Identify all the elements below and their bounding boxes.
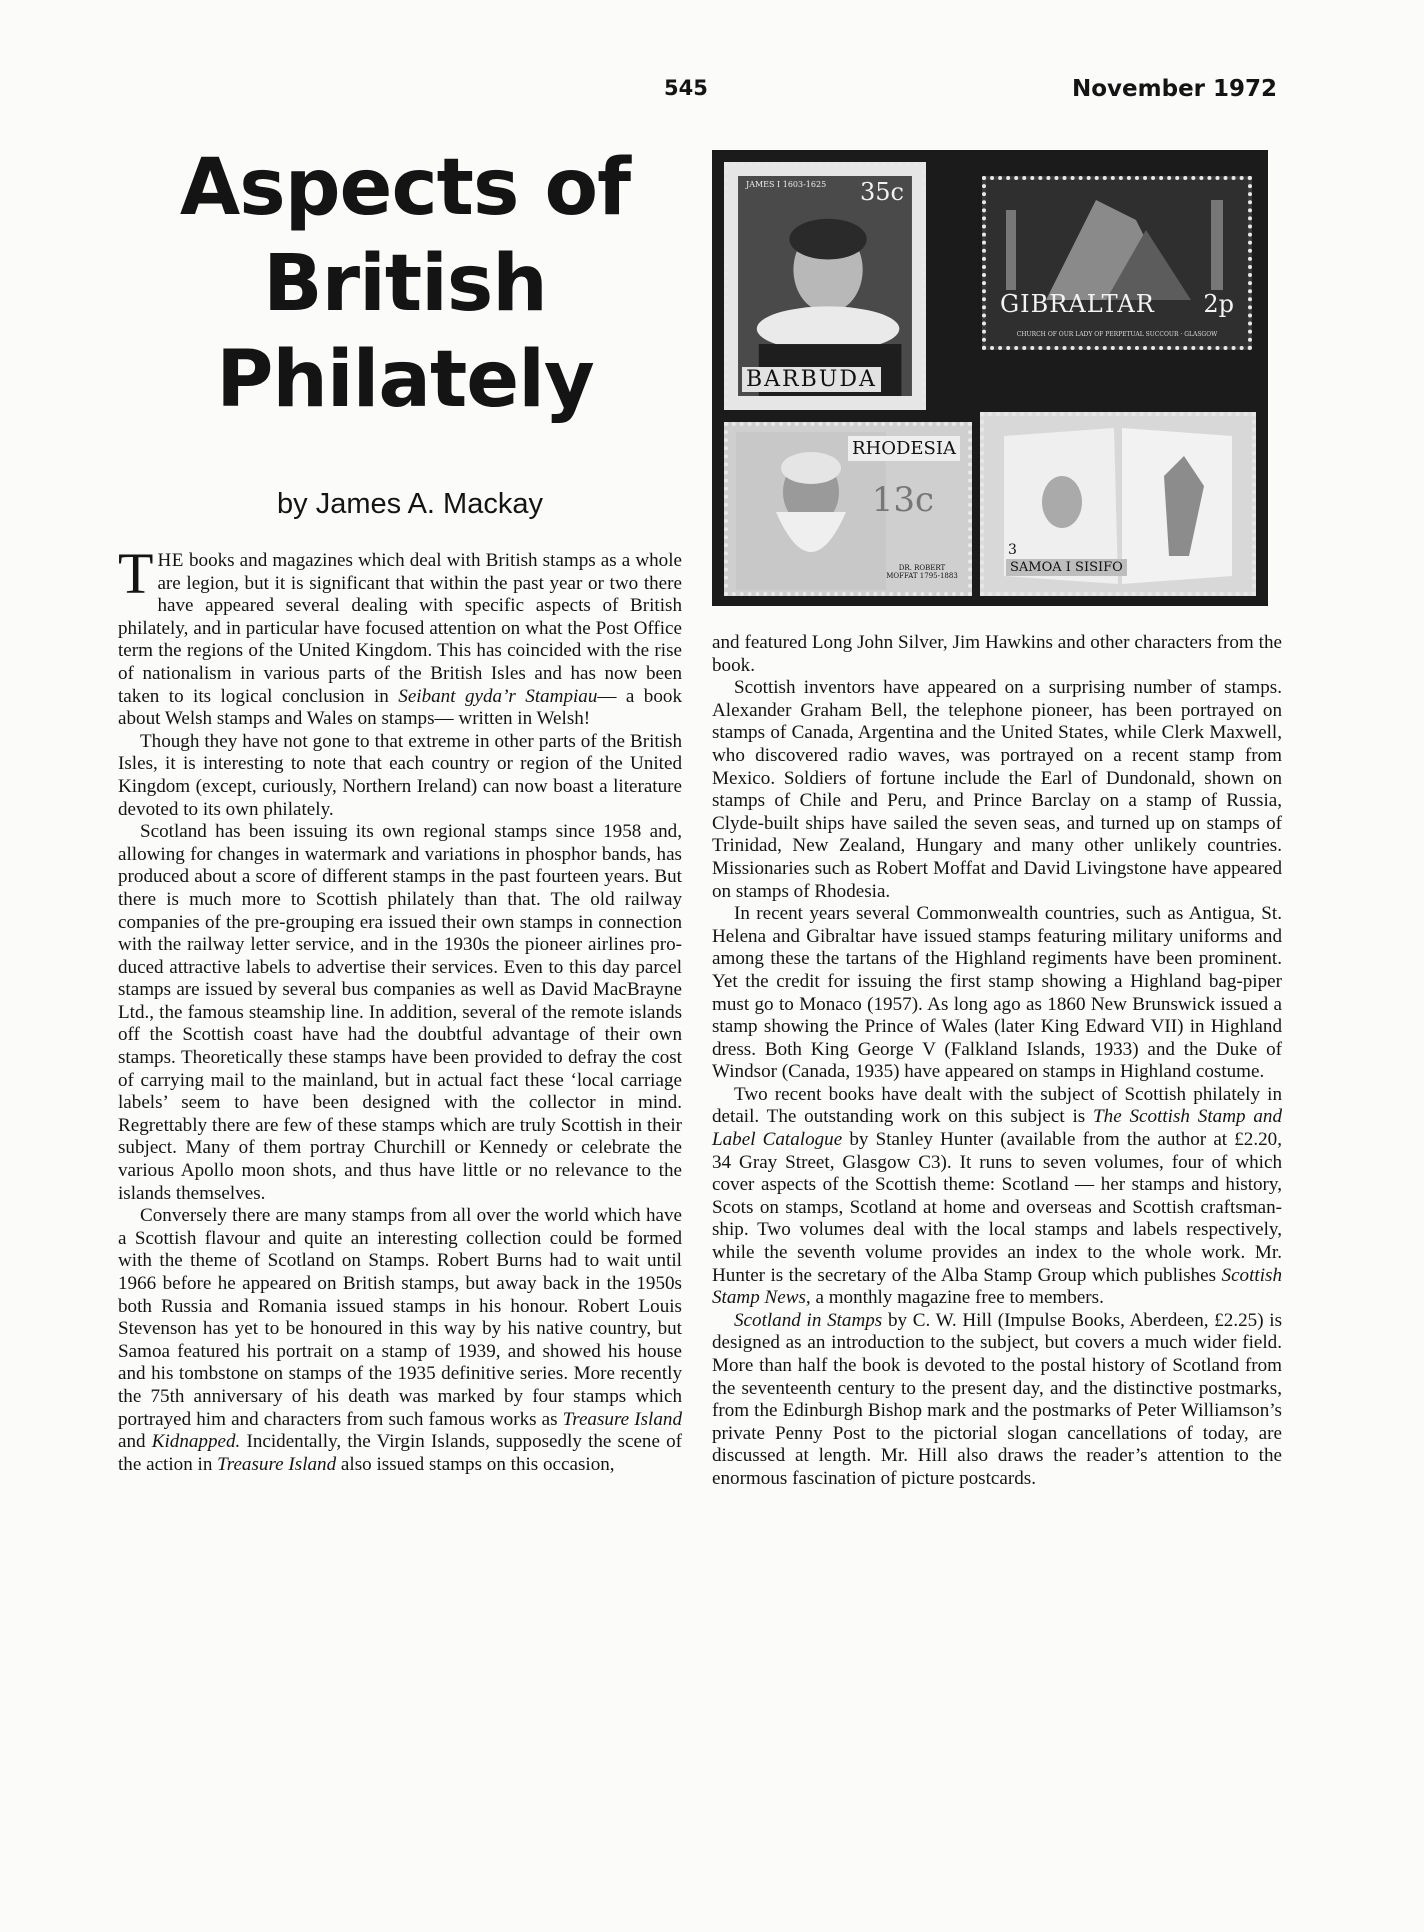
gibraltar-stamp bbox=[982, 176, 1252, 350]
book-title: The Scottish Stamp and Label Catalogue bbox=[712, 1106, 1283, 1151]
book-title: Kidnapped. bbox=[151, 1431, 241, 1453]
magazine-title: Scottish Stamp News, bbox=[712, 1264, 1282, 1309]
church-icon bbox=[986, 180, 1248, 346]
gibraltar-caption: CHURCH OF OUR LADY OF PERPETUAL SUCCOUR · GLASGOW bbox=[1016, 331, 1218, 338]
paragraph bbox=[712, 1310, 1282, 1491]
barbuda-country: BARBUDA bbox=[742, 367, 881, 392]
rhodesia-country: RHODESIA bbox=[848, 436, 960, 461]
paragraph bbox=[712, 1084, 1282, 1310]
book-title: Treasure Island bbox=[217, 1453, 337, 1475]
paragraph: Scotland has been issuing its own regional stamps since 1958 and, allowing for changes in watermark and variations in phosphor bands, has produced about a score of different stamps in the past fourteen years. But there is much more to Scottish philately than that. The old railway companies of the pre-grouping era issued their own stamps in connection with the railway letter service, and in the 1930s the pioneer airlines pro- duced attractive labels to advertise their services. Even to this day parcel stamps are issued by several bus companies as well as David MacBrayne Ltd., the famous steamship line. In addition, several of the remote islands off the Scottish coast have had the doubtful advantage of their own stamps. Theoretically these stamps have been provided to defray the cost of carrying mail to the mainland, but in actual fact these ‘local carriage labels’ seem to have been designed with the collector in mind. Regrettably there are few of these stamps which are truly Scottish in their subject. Many of them portray Churchill or Kennedy or celebrate the various Apollo moon shots, and thus have little or no relevance to the islands themselves. bbox=[118, 821, 682, 1204]
paragraph-text: Incidentally, the Virgin Islands, supposedly the scene of the action in bbox=[118, 1431, 683, 1475]
rhodesia-stamp bbox=[724, 422, 972, 596]
page-number: 545 bbox=[664, 76, 708, 100]
portrait-figure-icon bbox=[738, 176, 912, 396]
article-title bbox=[150, 140, 660, 428]
barbuda-heading: JAMES I 1603-1625 bbox=[746, 180, 827, 189]
paragraph: Though they have not gone to that extreme in other parts of the British Isles, it is interesting to note that each country or region of the United Kingdom (except, curiously, Northern Ireland) can now boast a literature devoted to its own philately. bbox=[118, 730, 682, 820]
barbuda-stamp bbox=[724, 162, 926, 410]
paragraph-text: by Stanley Hunter (available from the author at £2.20, 34 Gray Street, Glasgow C3). It runs to seven volumes, four of which cover aspects of the Scottish theme: Scotland — her stamps and history, Scots on stamps, Scotland at home and overseas and Scottish craftsman- ship. Two volumes deal with the local stamps and labels respectively, while the seventh volume provides an index to the whole work. Mr. Hunter is the secretary of the Alba Stamp Group which publishes bbox=[712, 1129, 1282, 1286]
book-title: Treasure Island bbox=[562, 1408, 682, 1430]
small-caps-lead: HE bbox=[157, 550, 184, 571]
paragraph-text: and bbox=[118, 1431, 152, 1453]
drop-cap: T bbox=[118, 541, 154, 606]
samoa-country: SAMOA I SISIFO bbox=[1006, 559, 1127, 576]
paragraph-text: Two recent books have dealt with the subject of Scottish philately in detail. The outstanding work on this subject is bbox=[712, 1083, 1282, 1128]
title-line-1: Aspects of bbox=[179, 143, 631, 233]
paragraph: Scottish inventors have appeared on a surprising number of stamps. Alexander Graham Bell, the telephone pioneer, has been portrayed on stamps of Canada, Argentina and the United States, while Clerk Maxwell, who discovered radio waves, was portrayed on a recent stamp from Mexico. Soldiers of fortune include the Earl of Dundonald, shown on stamps of Chile and Peru, and Prince Barclay on a stamp of Russia, Clyde-built ships have sailed the seven seas, and turned up on stamps of Trinidad, New Zealand, Hungary and many other unlikely countries. Missionaries such as Robert Moffat and David Livingstone have appeared on stamps of Rhodesia. bbox=[712, 677, 1282, 902]
paragraph: and featured Long John Silver, Jim Hawkins and other characters from the book. bbox=[712, 632, 1282, 676]
right-column bbox=[712, 632, 1282, 1491]
paragraph bbox=[118, 1205, 682, 1476]
samoa-stamp bbox=[980, 412, 1256, 596]
paragraph-text: books and magazines which deal with British stamps as a whole are legion, but it is significant that within the past year or two there have appeared several dealing with specific aspects of British philately, and in particular have focused attention on what the Post Office term the regions of the United Kingdom. This has coincided with the rise of nationalism in various parts of the British Isles and has now been taken to its logical conclusion in bbox=[118, 550, 682, 707]
stamps-photo bbox=[712, 150, 1268, 606]
paragraph-text: also issued stamps on this occasion, bbox=[336, 1453, 615, 1475]
left-column bbox=[118, 541, 683, 1476]
gibraltar-value: 2p bbox=[1203, 290, 1234, 318]
paragraph-text: a monthly magazine free to members. bbox=[810, 1287, 1104, 1309]
gibraltar-country: GIBRALTAR bbox=[1000, 290, 1155, 318]
paragraph-text: by C. W. Hill (Impulse Books, Aberdeen, £2.25) is designed as an introduction to the subject, but covers a much wider field. More than half the book is devoted to the postal history of Scotland from the seventeenth century to the present day, and the distinctive postmarks, from the Edinburgh Bishop mark and the postmarks of Peter Williamson’s private Penny Post to the pictorial slogan cancellations of today, are discussed at length. Mr. Hill also draws the reader’s attention to the enormous fascination of picture postcards. bbox=[712, 1309, 1283, 1489]
samoa-value: 3 bbox=[1008, 542, 1017, 558]
portrait-image bbox=[738, 176, 912, 396]
paragraph-text: — a book about Welsh stamps and Wales on stamps— written in Welsh! bbox=[118, 685, 682, 730]
issue-date: November 1972 bbox=[1072, 76, 1278, 102]
rhodesia-caption: DR. ROBERT MOFFAT 1795-1883 bbox=[886, 564, 958, 580]
title-line-3: Philately bbox=[216, 335, 594, 425]
paragraph-text: Conversely there are many stamps from all over the world which have a Scottish flavour and quite an interesting collection could be formed with the theme of Scotland on Stamps. Robert Burns had to wait until 1966 before he appeared on British stamps, but away back in the 1950s both Russia and Romania issued stamps in his honour. Robert Louis Stevenson has yet to be honoured in this way by his native country, but Samoa featured his portrait on a stamp of 1939, and showed his house and his tombstone on stamps of the 1935 definitive series. More recently the 75th anniversary of his death was marked by four stamps which portrayed him and characters from such famous works as bbox=[118, 1205, 682, 1430]
title-line-2: British bbox=[263, 239, 547, 329]
barbuda-value: 35c bbox=[860, 178, 904, 206]
book-title: Seibant gyda’r Stampiau bbox=[398, 685, 598, 707]
paragraph bbox=[118, 541, 682, 731]
byline: by James A. Mackay bbox=[277, 488, 543, 520]
paragraph: In recent years several Commonwealth countries, such as Antigua, St. Helena and Gibraltar have issued stamps featuring military uniforms and among these the tartans of the Highland regiments have been prominent. Yet the credit for issuing the first stamp showing a Highland bag-piper must go to Monaco (1957). As long ago as 1860 New Brunswick issued a stamp showing the Prince of Wales (later King Edward VII) in Highland dress. Both King George V (Falkland Islands, 1933) and the Duke of Windsor (Canada, 1935) have appeared on stamps in Highland costume. bbox=[712, 903, 1282, 1083]
book-title: Scotland in Stamps bbox=[734, 1309, 883, 1331]
rhodesia-value: 13c bbox=[871, 480, 934, 520]
